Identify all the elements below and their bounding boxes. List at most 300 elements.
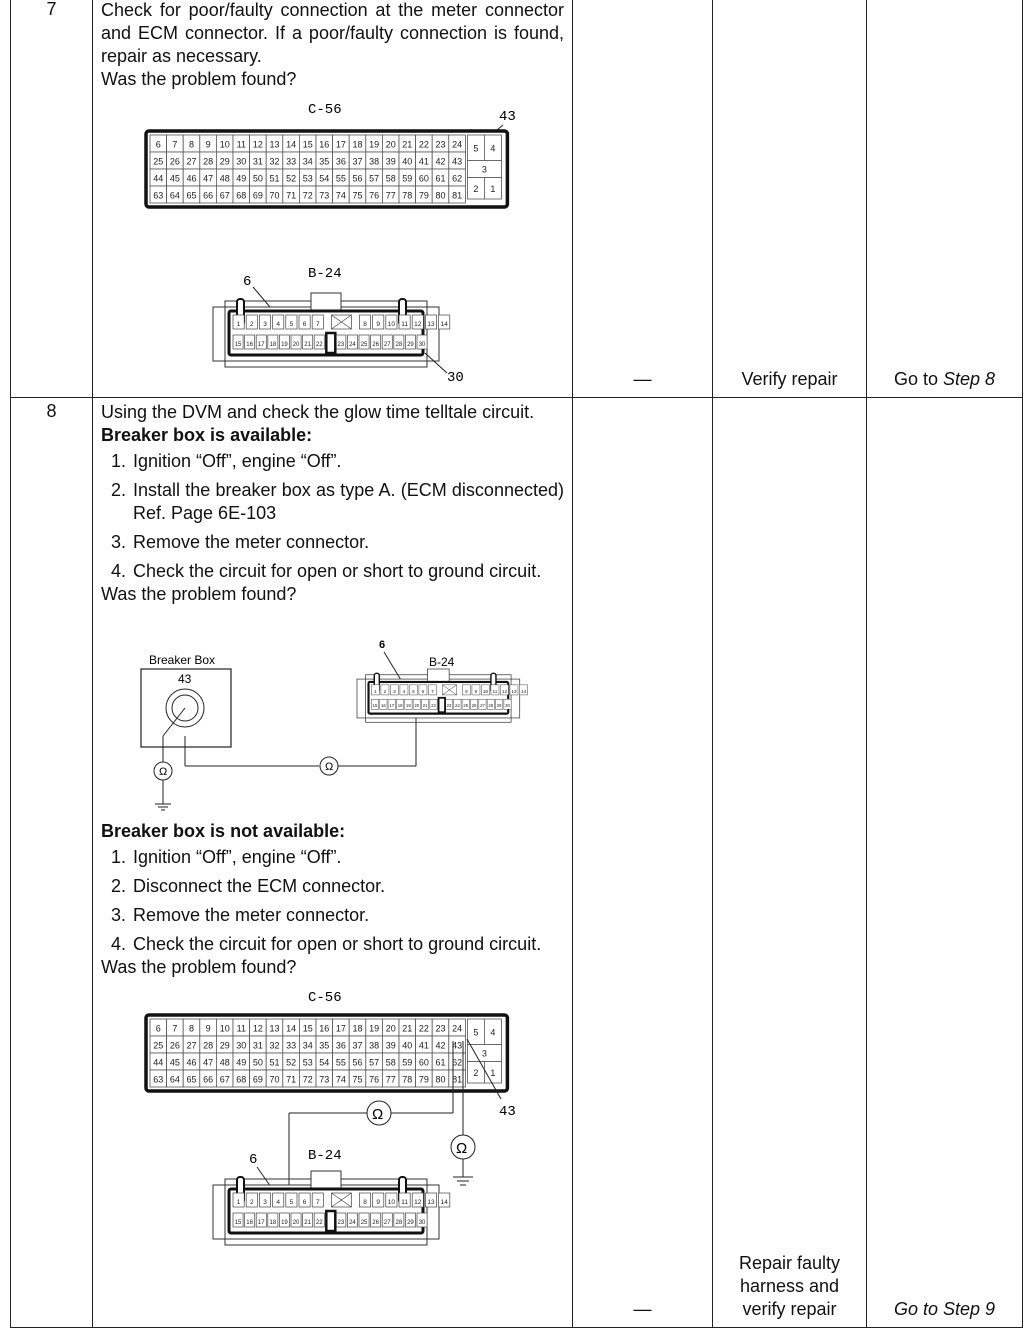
pin-label: 60 [418,173,429,184]
svg-text:Ω: Ω [372,1106,384,1123]
pin-label: 11 [401,1199,408,1206]
pin-label: 20 [385,1023,396,1034]
pin-label: 8 [465,688,468,694]
pin-label: 30 [236,1040,247,1051]
pin-label: 53 [302,173,313,184]
pin-label: 10 [219,1023,230,1034]
pin-label: 25 [463,703,469,709]
pin-label: 44 [153,173,164,184]
c56-label: C-56 [308,102,342,118]
pin-label: 69 [252,190,263,201]
pin-label: 30 [236,156,247,167]
pin-label: 48 [219,1057,230,1068]
pin-label: 40 [402,156,413,167]
pin-label: 9 [205,139,211,150]
b24-pin-label-bottom: 30 [447,370,464,386]
pin-label: 26 [471,703,477,709]
yes-cell [713,0,867,398]
list-item: 3. Remove the meter connector. [111,905,370,925]
pin-label: 1 [236,321,241,328]
pin-label: 36 [335,156,346,167]
pin-label: 4 [490,1027,496,1038]
pin-label: 8 [363,1199,367,1206]
pin-label: 67 [219,1074,230,1085]
pin-label: 19 [369,1023,380,1034]
pin-label: 15 [302,139,313,150]
value-text: — [633,1299,652,1319]
pin-label: 23 [435,139,446,150]
pin-label: 24 [349,1220,356,1226]
no-cell [867,0,1023,398]
b24-label: B-24 [308,1148,342,1164]
pin-label: 26 [372,342,379,348]
b24-label: B-24 [308,266,342,282]
pin-label: 16 [380,703,386,709]
pin-label: 35 [319,1040,330,1051]
pin-label: 20 [385,139,396,150]
pin-label: 42 [435,1040,446,1051]
pin-label: 25 [360,342,368,348]
b24-connector [213,293,450,367]
pin-label: 69 [252,1074,263,1085]
pin-label: 47 [203,1057,214,1068]
pin-label: 52 [286,173,297,184]
pin-label: 4 [276,1199,281,1206]
pin-label: 39 [385,1040,396,1051]
breaker-pin-label: 43 [178,672,192,686]
pin-label: 16 [246,1220,253,1226]
pin-label: 28 [488,703,494,709]
pin-label: 10 [387,321,396,328]
pin-label: 24 [452,1023,463,1034]
pin-label: 22 [431,703,436,709]
pin-label: 21 [422,703,428,709]
pin-label: 32 [269,156,280,167]
pin-label: 14 [286,139,297,150]
pin-label: 2 [249,1199,254,1206]
pin-label: 13 [427,1199,435,1206]
svg-text:Ω: Ω [325,761,334,773]
pin-label: 21 [402,1023,413,1034]
pin-label: 5 [473,143,479,154]
pin-label: 9 [205,1023,211,1034]
breaker-box-label: Breaker Box [149,653,216,667]
pin-label: 19 [281,1220,288,1226]
pin-label: 14 [440,321,448,328]
steps-breaker-not-available [101,846,564,956]
pin-label: 26 [169,1040,180,1051]
list-item: 3. Remove the meter connector. [111,532,370,552]
pin-label: 37 [352,156,363,167]
pin-label: 28 [395,342,403,348]
pin-label: 29 [407,342,414,348]
b24-pin-label-top: 6 [243,274,252,290]
pin-label: 7 [315,1199,320,1206]
pin-label: 44 [153,1057,164,1068]
action-cell [93,398,573,1328]
no-prefix: Go to [893,1299,943,1319]
pin-label: 78 [402,1074,413,1085]
pin-label: 17 [335,139,346,150]
pin-label: 40 [402,1040,413,1051]
pin-label: 27 [383,342,391,348]
pin-label: 63 [153,190,164,201]
pin-label: 15 [234,1220,242,1226]
pin-label: 12 [414,1199,422,1206]
question-text: Was the problem found? [101,957,297,977]
connector-diagram-c56-b24 [101,91,563,396]
pin-label: 17 [335,1023,346,1034]
pin-label: 19 [406,703,411,709]
pin-label: 30 [505,703,510,709]
pin-label: 58 [385,173,396,184]
pin-label: 75 [352,190,363,201]
pin-label: 29 [219,1040,230,1051]
pin-label: 28 [203,1040,214,1051]
pin-label: 27 [186,156,197,167]
pin-label: 3 [481,1048,487,1059]
c56-connector [146,131,507,207]
pin-label: 27 [383,1220,391,1226]
pin-label: 3 [263,1199,267,1206]
question-text: Was the problem found? [101,584,297,604]
pin-label: 48 [219,173,230,184]
pin-label: 13 [269,139,280,150]
pin-label: 8 [188,139,195,150]
heading-breaker-available: Breaker box is available: [101,425,313,445]
pin-label: 27 [480,703,485,709]
pin-label: 13 [511,688,517,694]
pin-label: 43 [452,156,463,167]
pin-label: 29 [407,1220,414,1226]
pin-label: 9 [376,321,381,328]
pin-label: 1 [490,1067,496,1078]
pin-label: 31 [252,156,263,167]
pin-label: 6 [155,1023,161,1034]
pin-label: 80 [435,1074,446,1085]
no-text [867,1298,1022,1321]
pin-label: 33 [286,156,297,167]
pin-label: 25 [153,156,164,167]
pin-label: 54 [319,1057,330,1068]
pin-label: 21 [304,342,311,348]
pin-label: 14 [286,1023,297,1034]
no-step-link[interactable]: Step 8 [942,369,996,389]
pin-label: 19 [369,139,380,150]
pin-label: 26 [169,156,180,167]
pin-label: 1 [490,183,496,194]
pin-label: 3 [481,164,487,175]
pin-label: 8 [188,1023,195,1034]
pin-label: 74 [335,190,346,201]
pin-label: 68 [236,190,247,201]
pin-label: 2 [473,1067,479,1078]
pin-label: 13 [427,321,435,328]
pin-label: 51 [269,173,280,184]
pin-label: 9 [376,1199,381,1206]
pin-label: 34 [302,156,313,167]
pin-label: 61 [435,1057,446,1068]
pin-label: 53 [302,1057,313,1068]
pin-label: 16 [319,139,330,150]
pin-label: 23 [435,1023,446,1034]
list-item: 2. Disconnect the ECM connector. [111,876,386,896]
pin-label: 22 [315,1220,323,1226]
pin-label: 4 [490,143,496,154]
pin-label: 79 [418,1074,429,1085]
pin-label: 28 [395,1220,403,1226]
pin-label: 10 [219,139,230,150]
table-row-step-7 [11,0,1023,398]
pin-label: 58 [385,1057,396,1068]
pin-label: 62 [452,173,463,184]
pin-label: 24 [455,703,460,709]
pin-label: 41 [418,1040,429,1051]
list-item: 1. Ignition “Off”, engine “Off”. [111,847,342,867]
b24-label: B-24 [429,655,455,669]
pin-label: 66 [203,1074,214,1085]
pin-label: 70 [269,190,280,201]
pin-label: 57 [369,173,380,184]
yes-text: Verify repair [741,369,838,389]
pin-label: 68 [236,1074,247,1085]
pin-label: 78 [402,190,413,201]
yes-text: Repair faulty harness and verify repair [738,1253,841,1319]
pin-label: 11 [401,321,408,328]
no-step-link[interactable]: Step 9 [942,1299,996,1319]
pin-label: 24 [349,342,356,348]
pin-label: 81 [452,1074,463,1085]
pin-label: 15 [234,342,242,348]
pin-label: 5 [473,1027,479,1038]
table-row-step-8 [11,398,1023,1328]
pin-label: 76 [369,190,380,201]
step-number-cell [11,0,93,398]
pin-label: 71 [286,190,297,201]
pin-label: 1 [236,1199,241,1206]
svg-text:Ω: Ω [456,1140,468,1157]
pin-label: 17 [257,1220,265,1226]
pin-label: 11 [492,688,498,694]
pin-label: 62 [452,1057,463,1068]
pin-label: 30 [418,342,426,348]
step-number: 7 [46,0,57,19]
pin-label: 71 [286,1074,297,1085]
step-number: 8 [46,401,57,421]
pin-label: 59 [402,1057,413,1068]
b24-pin-label: 6 [379,639,386,651]
pin-label: 49 [236,1057,247,1068]
action-text: Check for poor/faulty connection at the meter connector and ECM connector. If a poor/faulty connection is found, repair as necessary. [101,0,564,66]
pin-label: 7 [172,1023,178,1034]
pin-label: 22 [418,1023,429,1034]
pin-label: 59 [402,173,413,184]
list-item: 4. Check the circuit for open or short to ground circuit. [111,561,542,581]
steps-breaker-available [101,450,564,583]
value-cell [573,0,713,398]
pin-label: 16 [319,1023,330,1034]
pin-label: 33 [286,1040,297,1051]
pin-label: 20 [292,342,300,348]
pin-label: 76 [369,1074,380,1085]
pin-label: 3 [393,688,396,694]
pin-label: 43 [452,1040,463,1051]
pin-label: 17 [389,703,395,709]
pin-label: 55 [335,173,346,184]
pin-label: 12 [414,321,422,328]
b24-pin-label: 6 [249,1152,258,1168]
pin-label: 2 [383,688,387,694]
pin-label: 23 [337,1220,345,1226]
pin-label: 28 [203,156,214,167]
pin-label: 27 [186,1040,197,1051]
pin-label: 46 [186,173,197,184]
pin-label: 12 [252,139,263,150]
pin-label: 14 [520,688,527,694]
pin-label: 4 [402,688,406,694]
pin-label: 12 [501,688,508,694]
pin-label: 18 [352,1023,363,1034]
pin-label: 32 [269,1040,280,1051]
pin-label: 15 [302,1023,313,1034]
pin-label: 36 [335,1040,346,1051]
pin-label: 22 [418,139,429,150]
list-item: 2. Install the breaker box as type A. (ECM disconnected) Ref. Page 6E-103 [111,480,564,523]
pin-label: 79 [418,190,429,201]
pin-label: 31 [252,1040,263,1051]
pin-label: 67 [219,190,230,201]
breaker-box-diagram [101,606,563,816]
pin-label: 1 [374,688,377,694]
pin-label: 52 [286,1057,297,1068]
pin-label: 47 [203,173,214,184]
pin-label: 70 [269,1074,280,1085]
action-text: Using the DVM and check the glow time telltale circuit. [101,402,535,422]
pin-label: 42 [435,156,446,167]
pin-label: 18 [269,1220,277,1226]
pin-label: 81 [452,190,463,201]
pin-label: 55 [335,1057,346,1068]
pin-label: 5 [289,321,294,328]
no-text [867,368,1022,391]
ecm-meter-diagram [101,979,563,1269]
pin-label: 13 [269,1023,280,1034]
pin-label: 50 [252,173,263,184]
pin-label: 25 [360,1220,368,1226]
pin-label: 51 [269,1057,280,1068]
pin-label: 20 [414,703,420,709]
pin-label: 3 [263,321,267,328]
pin-label: 7 [172,139,178,150]
pin-label: 63 [153,1074,164,1085]
pin-label: 7 [315,321,320,328]
value-text: — [633,369,652,389]
pin-label: 30 [418,1220,426,1226]
pin-label: 60 [418,1057,429,1068]
pin-label: 5 [412,688,415,694]
no-prefix: Go to [893,369,943,389]
c56-pin-label: 43 [499,1104,516,1120]
pin-label: 16 [246,342,253,348]
pin-label: 77 [385,1074,396,1085]
pin-label: 29 [496,703,502,709]
pin-label: 34 [302,1040,313,1051]
pin-label: 18 [397,703,403,709]
pin-label: 72 [302,190,313,201]
c56-label: C-56 [308,990,342,1006]
svg-text:Ω: Ω [159,766,168,778]
pin-label: 61 [435,173,446,184]
step-number-cell [11,398,93,1328]
pin-label: 65 [186,1074,197,1085]
pin-label: 11 [236,139,246,150]
pin-label: 74 [335,1074,346,1085]
pin-label: 45 [169,1057,180,1068]
pin-label: 41 [418,156,429,167]
question-text: Was the problem found? [101,69,297,89]
c56-pin-label: 43 [499,109,516,125]
b24-connector [213,1171,450,1245]
pin-label: 38 [369,1040,380,1051]
pin-label: 73 [319,1074,330,1085]
pin-label: 64 [169,190,180,201]
pin-label: 56 [352,1057,363,1068]
pin-label: 20 [292,1220,300,1226]
pin-label: 23 [337,342,345,348]
pin-label: 2 [473,183,479,194]
pin-label: 18 [352,139,363,150]
pin-label: 10 [387,1199,396,1206]
pin-label: 45 [169,173,180,184]
pin-label: 75 [352,1074,363,1085]
pin-label: 29 [219,156,230,167]
pin-label: 5 [289,1199,294,1206]
pin-label: 8 [363,321,367,328]
pin-label: 26 [372,1220,379,1226]
pin-label: 14 [440,1199,448,1206]
pin-label: 35 [319,156,330,167]
pin-label: 21 [402,139,413,150]
pin-label: 64 [169,1074,180,1085]
pin-label: 4 [276,321,281,328]
pin-label: 12 [252,1023,263,1034]
action-cell [93,0,573,398]
pin-label: 73 [319,190,330,201]
pin-label: 23 [446,703,452,709]
pin-label: 9 [474,688,478,694]
pin-label: 77 [385,190,396,201]
diagnostic-table [10,0,1023,1328]
pin-label: 6 [302,1199,307,1206]
yes-cell [713,398,867,1328]
heading-breaker-not-available: Breaker box is not available: [101,821,346,841]
pin-label: 6 [302,321,307,328]
pin-label: 54 [319,173,330,184]
pin-label: 7 [431,688,434,694]
pin-label: 19 [281,342,288,348]
pin-label: 11 [236,1023,246,1034]
pin-label: 39 [385,156,396,167]
pin-label: 22 [315,342,323,348]
pin-label: 50 [252,1057,263,1068]
pin-label: 65 [186,190,197,201]
list-item: 4. Check the circuit for open or short to ground circuit. [111,934,542,954]
b24-connector [357,669,527,722]
pin-label: 38 [369,156,380,167]
pin-label: 21 [304,1220,311,1226]
pin-label: 2 [249,321,254,328]
pin-label: 57 [369,1057,380,1068]
